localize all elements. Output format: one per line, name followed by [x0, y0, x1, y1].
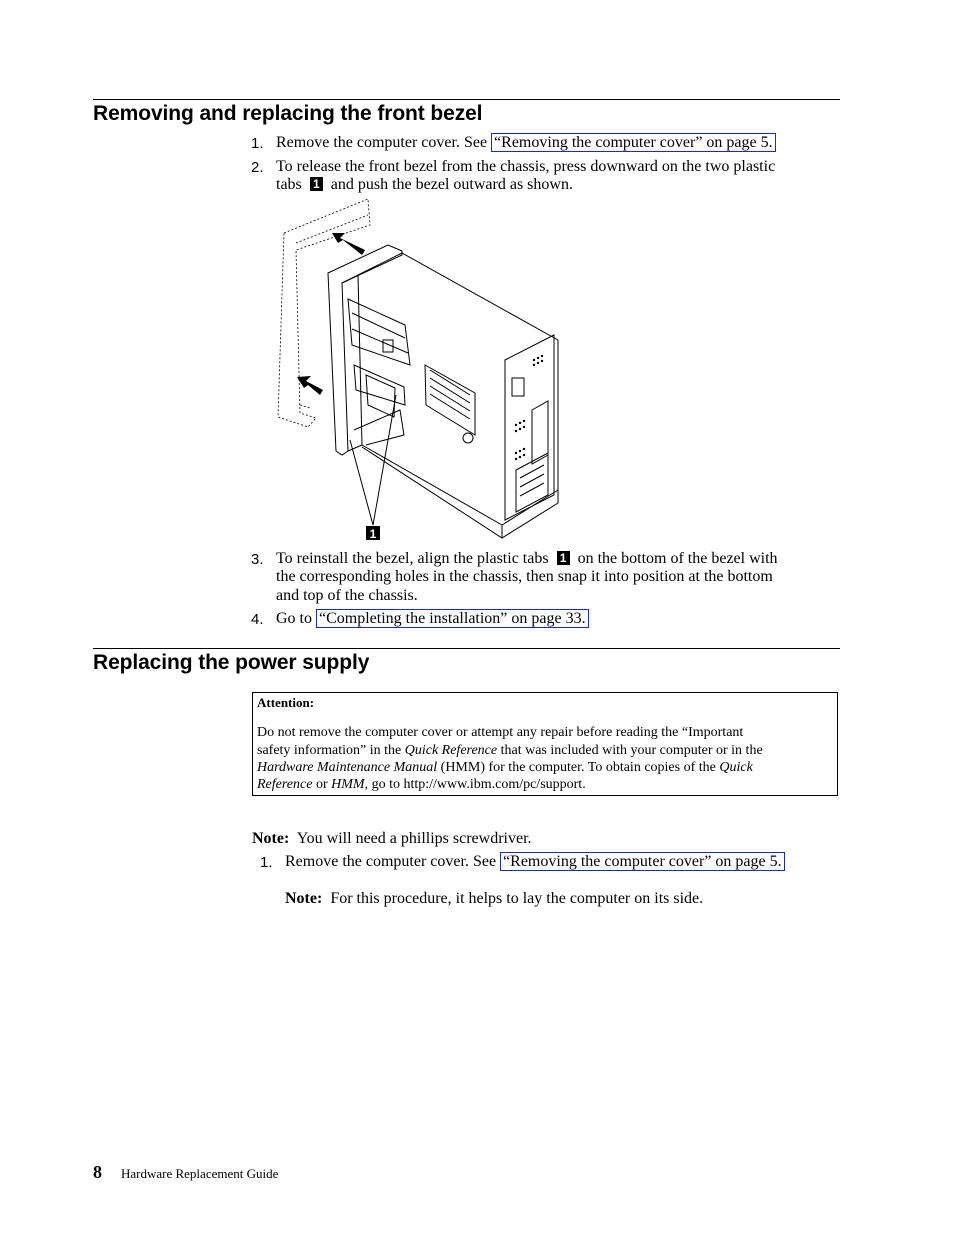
attention-fragment: or [312, 777, 332, 792]
attention-italic: Quick Reference [404, 743, 498, 758]
link-completing-installation[interactable]: “Completing the installation” on page 33. [316, 609, 589, 628]
arrow-left-icon [297, 376, 323, 395]
step-text [276, 134, 776, 152]
step-number: 1. [251, 135, 264, 152]
step-number: 4. [251, 611, 264, 628]
note-label: Note: [285, 890, 323, 907]
attention-line: Do not remove the computer cover or attempt any repair before reading the “Important [257, 725, 744, 740]
attention-italic: Quick [719, 760, 753, 775]
step-fragment: and push the bezel outward as shown. [330, 176, 573, 193]
callout-badge: 1 [557, 551, 570, 565]
section-rule [93, 648, 840, 649]
note [285, 890, 703, 908]
note-text: You will need a phillips screwdriver. [296, 830, 532, 847]
attention-italic: HMM [331, 777, 365, 792]
attention-line [257, 743, 763, 759]
note [252, 830, 532, 848]
section-title-front-bezel: Removing and replacing the front bezel [93, 102, 483, 125]
step-number: 3. [251, 551, 264, 568]
attention-italic: Reference [257, 777, 313, 792]
step-number: 2. [251, 159, 264, 176]
step-text-line: the corresponding holes in the chassis, then snap it into position at the bottom [276, 568, 773, 585]
attention-title: Attention: [257, 695, 315, 710]
link-removing-cover[interactable]: “Removing the computer cover” on page 5. [500, 852, 785, 871]
note-label: Note: [252, 830, 290, 847]
step-text-line: and top of the chassis. [276, 587, 418, 604]
step-fragment: on the bottom of the bezel with [577, 550, 778, 567]
attention-italic: Hardware Maintenance Manual [257, 760, 438, 775]
step-label: Remove the computer cover. See [276, 134, 492, 151]
step-text [276, 610, 589, 628]
attention-line [257, 760, 753, 776]
attention-line [257, 777, 586, 793]
step-fragment: To reinstall the bezel, align the plastic tabs [276, 550, 549, 567]
section-rule [93, 99, 840, 100]
link-removing-cover[interactable]: “Removing the computer cover” on page 5. [491, 133, 776, 152]
section-title-power-supply: Replacing the power supply [93, 651, 370, 674]
note-text: For this procedure, it helps to lay the computer on its side. [330, 890, 704, 907]
callout-badge: 1 [310, 177, 323, 191]
step-label: Remove the computer cover. See [285, 853, 501, 870]
step-text-line [276, 550, 778, 568]
attention-fragment: (HMM) for the computer. To obtain copies of the [437, 760, 720, 775]
bezel-removal-figure [270, 195, 570, 545]
arrow-up-icon [332, 233, 365, 255]
attention-fragment: , go to http://www.ibm.com/pc/support. [364, 777, 586, 792]
attention-box [252, 692, 838, 796]
page-number: 8 [93, 1162, 102, 1182]
step-label: Go to [276, 610, 316, 627]
attention-fragment: that was included with your computer or in the [497, 743, 763, 758]
step-number: 1. [260, 854, 273, 871]
step-text [285, 853, 785, 871]
step-fragment: tabs [276, 176, 302, 193]
attention-fragment: safety information” in the [257, 743, 405, 758]
footer-title: Hardware Replacement Guide [121, 1166, 279, 1181]
step-text-line [276, 176, 573, 194]
step-text-line: To release the front bezel from the chassis, press downward on the two plastic [276, 158, 776, 175]
figure-callout: 1 [369, 527, 377, 541]
